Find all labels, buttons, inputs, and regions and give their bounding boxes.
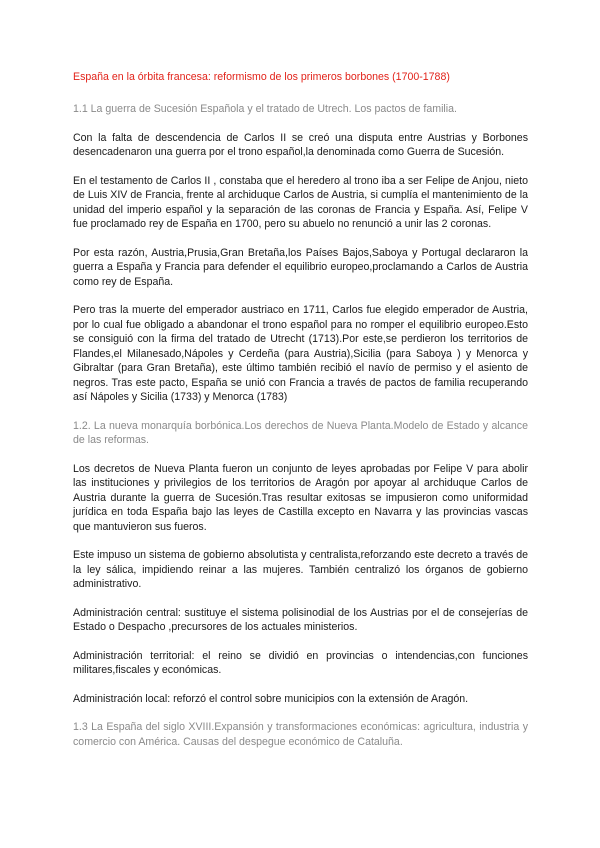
- paragraph: Pero tras la muerte del emperador austriaco en 1711, Carlos fue elegido emperador de Austria, por lo cual fue obligado a abandonar el trono español para no romper el equilibrio europeo.Esto se consiguió con la firma del tratado de Utrecht (1713).Por este,se perdieron los territorios de Flandes,el Milanesado,Nápoles y Cerdeña (para Austria),Sicilia (para Saboya ) y Menorca y Gibraltar (para Gran Bretaña), este último también recibió el navío de permiso y el asiento de negros. Tras este pacto, España se unió con Francia a través de pactos de familia recuperando así Nápoles y Sicilia (1733) y Menorca (1783): [73, 304, 528, 403]
- paragraph: En el testamento de Carlos II , constaba que el heredero al trono iba a ser Felipe de Anjou, nieto de Luis XIV de Francia, frente al archiduque Carlos de Austria, si cumplía el mantenimiento de la unidad del imperio español y la separación de las coronas de Francia y España. Así, Felipe V fue proclamado rey de España en 1700, pero su abuelo no renunció a unir las 2 coronas.: [73, 174, 528, 230]
- section-heading: 1.3 La España del siglo XVIII.Expansión y transformaciones económicas: agricultura, industria y comercio con América. Causas del despegue económico de Cataluña.: [73, 721, 528, 748]
- paragraph: Administración territorial: el reino se dividió en provincias o intendencias,con funciones militares,fiscales y económicas.: [73, 649, 528, 676]
- paragraph: Con la falta de descendencia de Carlos II se creó una disputa entre Austrias y Borbones desencadenaron una guerra por el trono español,la denominada como Guerra de Sucesión.: [73, 131, 528, 158]
- paragraph: Administración local: reforzó el control sobre municipios con la extensión de Aragón.: [73, 692, 469, 705]
- section-heading: 1.1 La guerra de Sucesión Española y el tratado de Utrech. Los pactos de familia.: [73, 103, 457, 115]
- section-heading: 1.2. La nueva monarquía borbónica.Los derechos de Nueva Planta.Modelo de Estado y alcance de las reformas.: [73, 419, 528, 446]
- paragraph: Administración central: sustituye el sistema polisinodial de los Austrias por el de consejerías de Estado o Despacho ,precursores de los actuales ministerios.: [73, 606, 528, 633]
- document-title: España en la órbita francesa: reformismo de los primeros borbones (1700-1788): [73, 71, 450, 83]
- paragraph: Por esta razón, Austria,Prusia,Gran Bretaña,los Países Bajos,Saboya y Portugal declararon la guerra a España y Francia para defender el equilibrio europeo,proclamando a Carlos de Austria como rey de España.: [73, 246, 528, 288]
- paragraph: Este impuso un sistema de gobierno absolutista y centralista,reforzando este decreto a través de la ley sálica, impidiendo reinar a las mujeres. También centralizó los órganos de gobierno administrativo.: [73, 549, 528, 590]
- document-content: [73, 70, 528, 763]
- paragraph: Los decretos de Nueva Planta fueron un conjunto de leyes aprobadas por Felipe V para abolir las instituciones y privilegios de los territorios de Aragón por apoyar al archiduque Carlos de Austria durante la guerra de Sucesión.Tras resultar exitosas se impusieron como uniformidad jurídica en toda España bajo las leyes de Castilla excepto en Navarra y las provincias vascas que mantuvieron sus fueros.: [73, 462, 528, 533]
